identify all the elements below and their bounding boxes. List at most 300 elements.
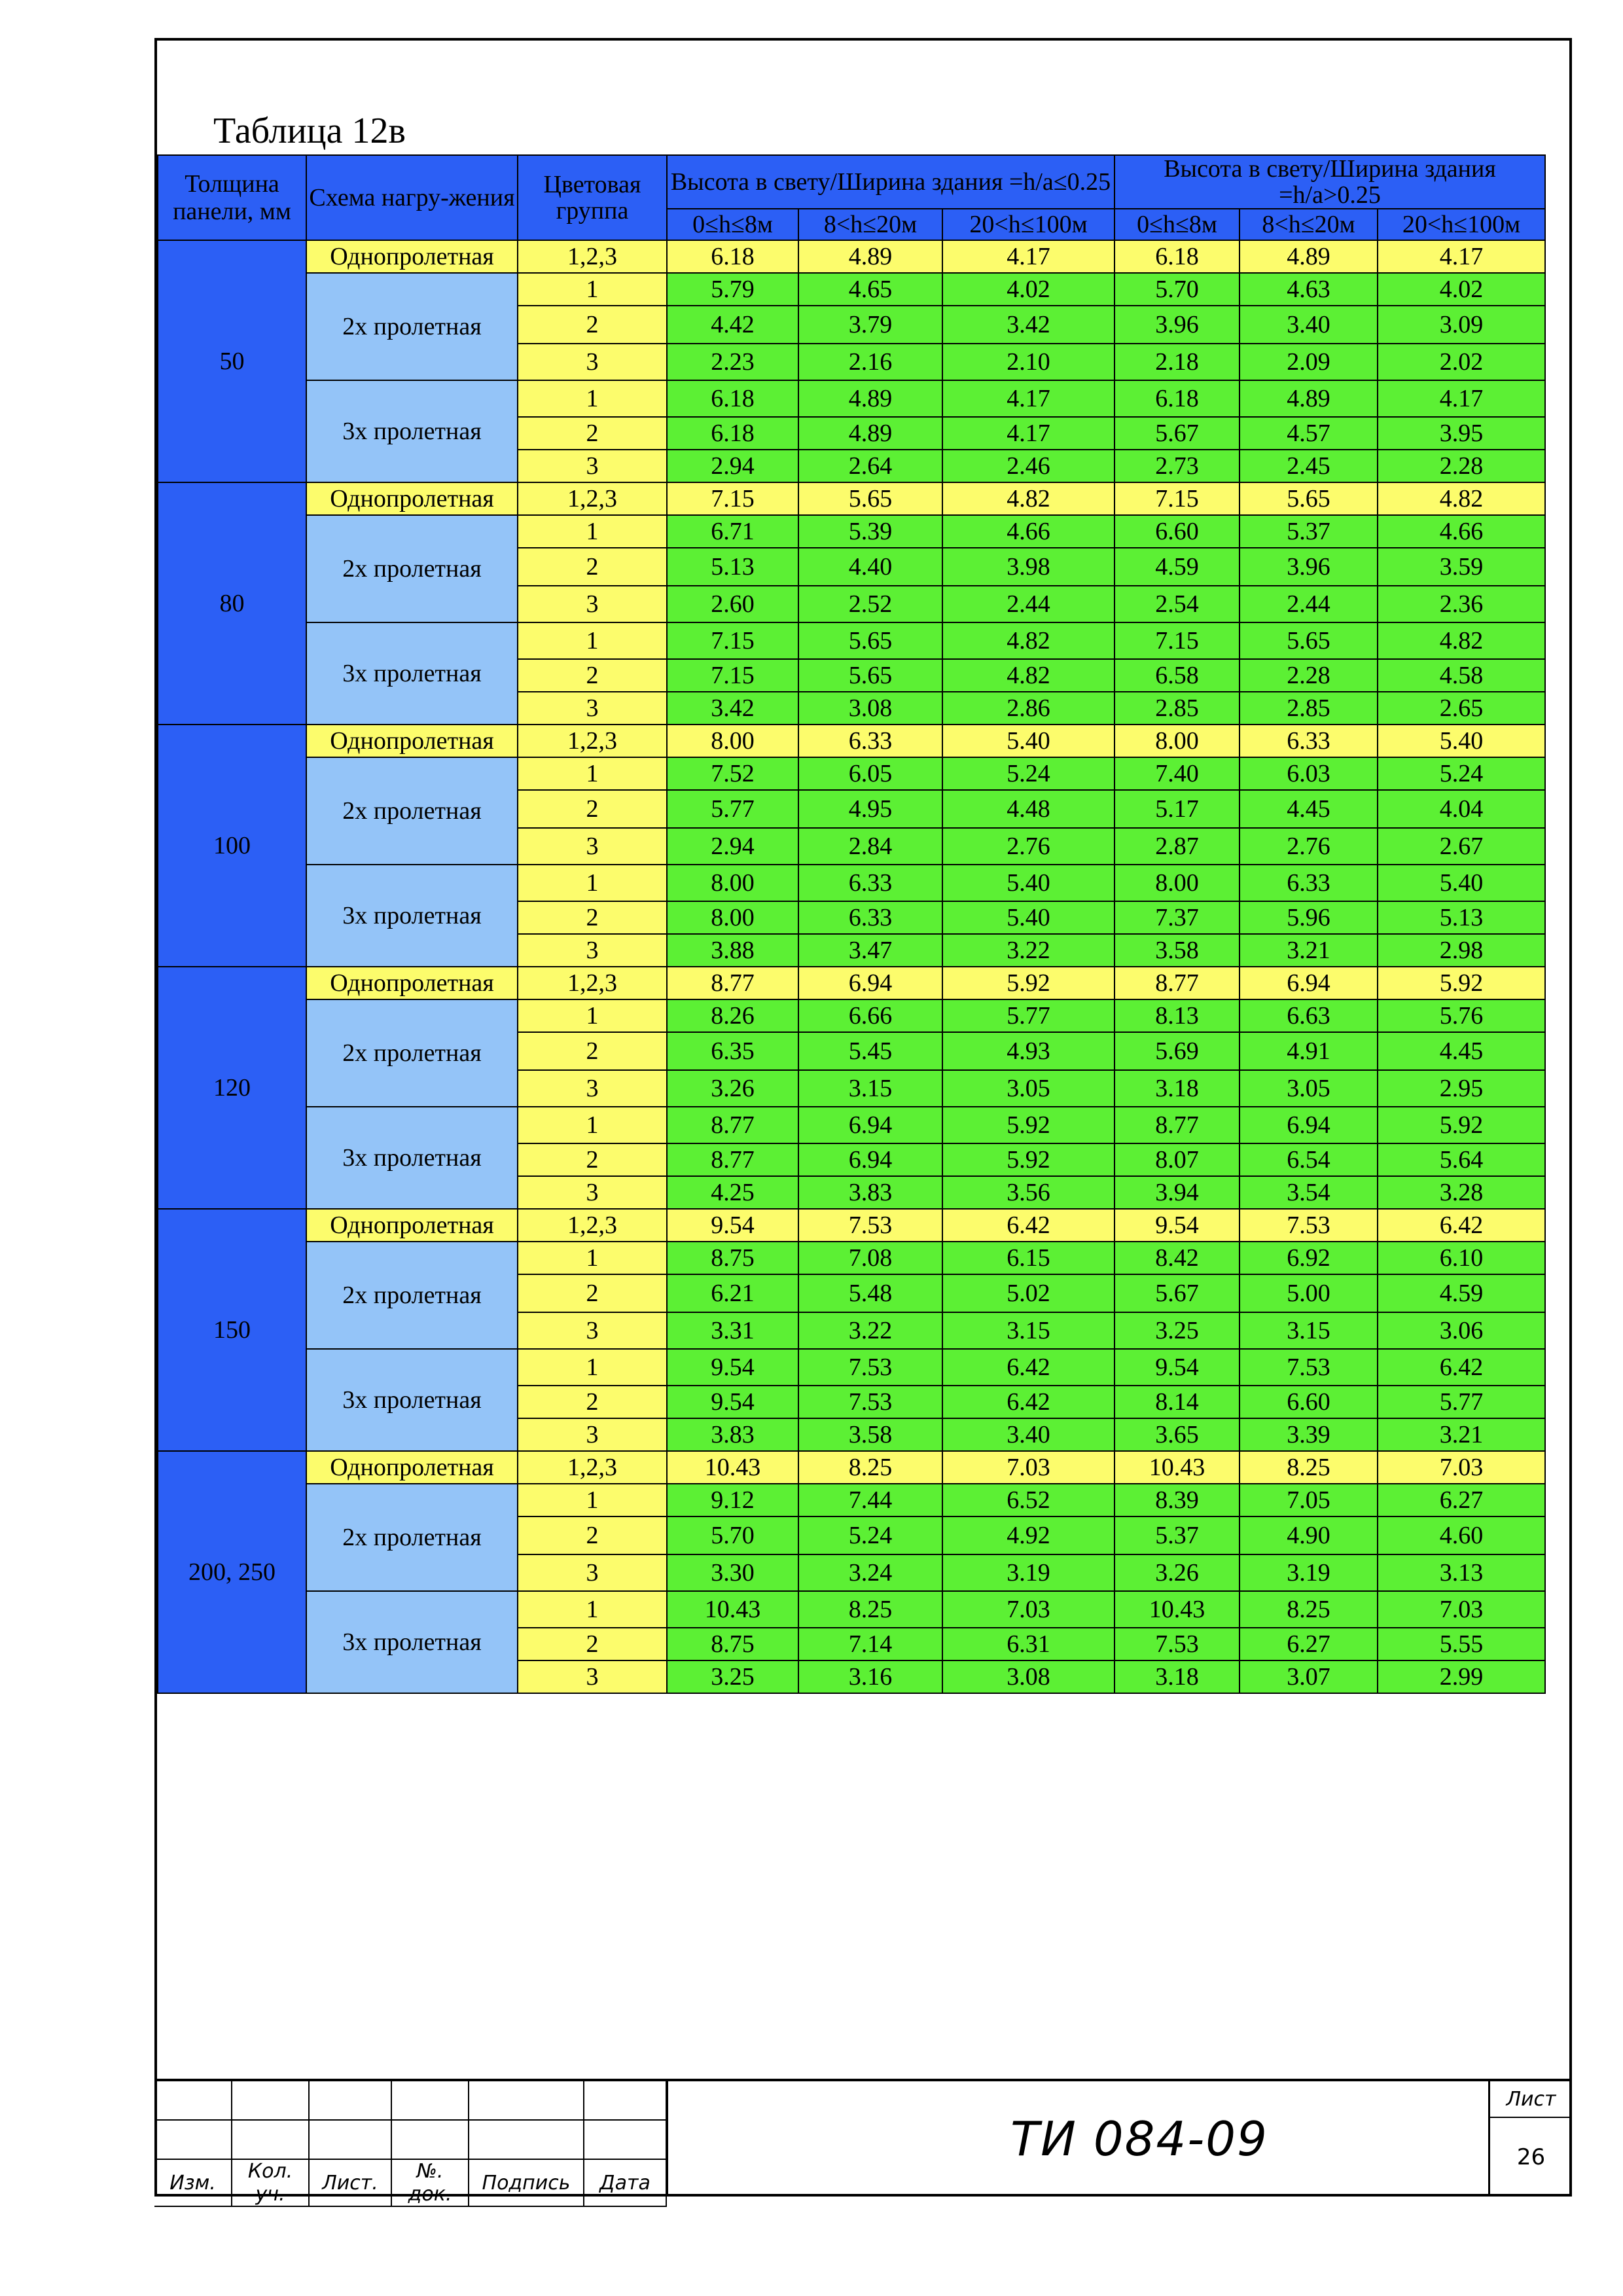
value-cell: 4.45 bbox=[1378, 1032, 1545, 1070]
value-cell: 3.47 bbox=[798, 934, 942, 967]
value-cell: 4.82 bbox=[942, 622, 1115, 659]
value-cell: 4.92 bbox=[942, 1516, 1115, 1554]
value-cell: 9.54 bbox=[1115, 1349, 1240, 1386]
value-cell: 4.93 bbox=[942, 1032, 1115, 1070]
value-cell: 4.66 bbox=[1378, 515, 1545, 548]
value-cell: 5.17 bbox=[1115, 790, 1240, 828]
value-cell: 7.53 bbox=[1240, 1349, 1378, 1386]
value-cell: 5.40 bbox=[942, 865, 1115, 901]
value-cell: 3.18 bbox=[1115, 1070, 1240, 1107]
value-cell: 4.90 bbox=[1240, 1516, 1378, 1554]
value-cell: 2.10 bbox=[942, 344, 1115, 380]
value-cell: 5.65 bbox=[798, 482, 942, 515]
value-cell: 5.65 bbox=[798, 659, 942, 692]
value-cell: 2.16 bbox=[798, 344, 942, 380]
value-cell: 2.84 bbox=[798, 828, 942, 865]
value-cell: 6.71 bbox=[667, 515, 798, 548]
value-cell: 6.05 bbox=[798, 757, 942, 790]
value-cell: 7.53 bbox=[1240, 1209, 1378, 1242]
color-group-cell: 1,2,3 bbox=[518, 967, 667, 999]
color-group-cell: 2 bbox=[518, 1516, 667, 1554]
value-cell: 5.37 bbox=[1240, 515, 1378, 548]
value-cell: 8.25 bbox=[798, 1591, 942, 1628]
value-cell: 2.94 bbox=[667, 828, 798, 865]
color-group-cell: 2 bbox=[518, 1143, 667, 1176]
value-cell: 5.92 bbox=[942, 1107, 1115, 1143]
color-group-cell: 2 bbox=[518, 901, 667, 934]
table-row bbox=[158, 622, 1545, 659]
value-cell: 5.70 bbox=[667, 1516, 798, 1554]
color-group-cell: 1 bbox=[518, 273, 667, 306]
revision-grid bbox=[154, 2081, 667, 2207]
value-cell: 6.10 bbox=[1378, 1242, 1545, 1274]
color-group-cell: 3 bbox=[518, 1418, 667, 1451]
color-group-cell: 3 bbox=[518, 934, 667, 967]
value-cell: 7.44 bbox=[798, 1484, 942, 1516]
value-cell: 8.75 bbox=[667, 1628, 798, 1660]
value-cell: 10.43 bbox=[1115, 1591, 1240, 1628]
value-cell: 8.07 bbox=[1115, 1143, 1240, 1176]
table-row bbox=[158, 1451, 1545, 1484]
color-group-cell: 1 bbox=[518, 622, 667, 659]
color-group-cell: 1,2,3 bbox=[518, 1451, 667, 1484]
value-cell: 3.24 bbox=[798, 1554, 942, 1591]
value-cell: 5.92 bbox=[942, 967, 1115, 999]
value-cell: 4.48 bbox=[942, 790, 1115, 828]
value-cell: 6.31 bbox=[942, 1628, 1115, 1660]
thickness-cell: 50 bbox=[158, 240, 306, 482]
value-cell: 10.43 bbox=[667, 1451, 798, 1484]
value-cell: 9.54 bbox=[667, 1209, 798, 1242]
scheme-cell: 2х пролетная bbox=[306, 999, 518, 1107]
value-cell: 2.98 bbox=[1378, 934, 1545, 967]
label-kol-uch: Кол. уч. bbox=[232, 2159, 309, 2206]
value-cell: 5.37 bbox=[1115, 1516, 1240, 1554]
value-cell: 7.14 bbox=[798, 1628, 942, 1660]
value-cell: 6.33 bbox=[798, 865, 942, 901]
value-cell: 2.94 bbox=[667, 450, 798, 482]
table-row bbox=[158, 967, 1545, 999]
color-group-cell: 1 bbox=[518, 1591, 667, 1628]
table-header bbox=[158, 155, 1545, 240]
value-cell: 5.65 bbox=[798, 622, 942, 659]
scheme-cell: Однопролетная bbox=[306, 725, 518, 757]
color-group-cell: 3 bbox=[518, 1070, 667, 1107]
value-cell: 3.07 bbox=[1240, 1660, 1378, 1693]
header-scheme: Схема нагру-жения bbox=[306, 155, 518, 240]
value-cell: 5.24 bbox=[942, 757, 1115, 790]
value-cell: 6.94 bbox=[1240, 1107, 1378, 1143]
value-cell: 4.17 bbox=[1378, 380, 1545, 417]
value-cell: 6.54 bbox=[1240, 1143, 1378, 1176]
value-cell: 7.03 bbox=[1378, 1591, 1545, 1628]
scheme-cell: Однопролетная bbox=[306, 482, 518, 515]
scheme-cell: Однопролетная bbox=[306, 1451, 518, 1484]
value-cell: 3.58 bbox=[1115, 934, 1240, 967]
value-cell: 5.76 bbox=[1378, 999, 1545, 1032]
value-cell: 8.00 bbox=[1115, 865, 1240, 901]
value-cell: 6.66 bbox=[798, 999, 942, 1032]
color-group-cell: 1,2,3 bbox=[518, 1209, 667, 1242]
header-range: 20<h≤100м bbox=[942, 209, 1115, 240]
value-cell: 2.85 bbox=[1240, 692, 1378, 725]
value-cell: 6.27 bbox=[1378, 1484, 1545, 1516]
scheme-cell: 3х пролетная bbox=[306, 865, 518, 967]
value-cell: 8.13 bbox=[1115, 999, 1240, 1032]
value-cell: 5.92 bbox=[1378, 967, 1545, 999]
value-cell: 2.02 bbox=[1378, 344, 1545, 380]
value-cell: 5.55 bbox=[1378, 1628, 1545, 1660]
header-group-gt: Высота в свету/Ширина здания =h/a>0.25 bbox=[1115, 155, 1545, 209]
value-cell: 5.79 bbox=[667, 273, 798, 306]
value-cell: 6.63 bbox=[1240, 999, 1378, 1032]
color-group-cell: 2 bbox=[518, 306, 667, 344]
value-cell: 5.24 bbox=[1378, 757, 1545, 790]
value-cell: 4.89 bbox=[1240, 240, 1378, 273]
value-cell: 8.77 bbox=[667, 967, 798, 999]
table-caption: Таблица 12в bbox=[213, 111, 406, 151]
value-cell: 3.98 bbox=[942, 548, 1115, 586]
value-cell: 3.21 bbox=[1378, 1418, 1545, 1451]
value-cell: 3.06 bbox=[1378, 1312, 1545, 1349]
value-cell: 4.17 bbox=[942, 240, 1115, 273]
color-group-cell: 2 bbox=[518, 417, 667, 450]
value-cell: 3.83 bbox=[667, 1418, 798, 1451]
value-cell: 6.18 bbox=[667, 240, 798, 273]
value-cell: 2.76 bbox=[1240, 828, 1378, 865]
value-cell: 5.96 bbox=[1240, 901, 1378, 934]
value-cell: 6.15 bbox=[942, 1242, 1115, 1274]
color-group-cell: 1 bbox=[518, 515, 667, 548]
value-cell: 6.94 bbox=[798, 1143, 942, 1176]
value-cell: 3.09 bbox=[1378, 306, 1545, 344]
value-cell: 7.15 bbox=[667, 659, 798, 692]
color-group-cell: 2 bbox=[518, 659, 667, 692]
color-group-cell: 1 bbox=[518, 1107, 667, 1143]
scheme-cell: Однопролетная bbox=[306, 967, 518, 999]
value-cell: 10.43 bbox=[1115, 1451, 1240, 1484]
scheme-cell: 3х пролетная bbox=[306, 1349, 518, 1451]
value-cell: 4.82 bbox=[1378, 482, 1545, 515]
scheme-cell: 3х пролетная bbox=[306, 1107, 518, 1209]
value-cell: 7.08 bbox=[798, 1242, 942, 1274]
table-row bbox=[158, 999, 1545, 1032]
value-cell: 3.58 bbox=[798, 1418, 942, 1451]
value-cell: 7.15 bbox=[667, 482, 798, 515]
value-cell: 5.40 bbox=[942, 901, 1115, 934]
value-cell: 4.17 bbox=[1378, 240, 1545, 273]
value-cell: 4.82 bbox=[942, 482, 1115, 515]
sheet-label: Лист bbox=[1490, 2081, 1572, 2118]
value-cell: 3.22 bbox=[798, 1312, 942, 1349]
value-cell: 3.96 bbox=[1115, 306, 1240, 344]
table-row bbox=[158, 380, 1545, 417]
value-cell: 5.92 bbox=[942, 1143, 1115, 1176]
value-cell: 8.42 bbox=[1115, 1242, 1240, 1274]
value-cell: 4.58 bbox=[1378, 659, 1545, 692]
color-group-cell: 1 bbox=[518, 757, 667, 790]
scheme-cell: Однопролетная bbox=[306, 240, 518, 273]
color-group-cell: 1 bbox=[518, 999, 667, 1032]
value-cell: 6.18 bbox=[667, 380, 798, 417]
value-cell: 3.15 bbox=[1240, 1312, 1378, 1349]
value-cell: 3.13 bbox=[1378, 1554, 1545, 1591]
thickness-cell: 100 bbox=[158, 725, 306, 967]
value-cell: 7.53 bbox=[1115, 1628, 1240, 1660]
value-cell: 7.53 bbox=[798, 1349, 942, 1386]
value-cell: 5.69 bbox=[1115, 1032, 1240, 1070]
color-group-cell: 1 bbox=[518, 380, 667, 417]
doc-code-area bbox=[666, 2081, 1623, 2197]
table-row bbox=[158, 515, 1545, 548]
value-cell: 2.86 bbox=[942, 692, 1115, 725]
value-cell: 4.17 bbox=[942, 380, 1115, 417]
scheme-cell: 2х пролетная bbox=[306, 1484, 518, 1591]
color-group-cell: 3 bbox=[518, 586, 667, 622]
scheme-cell: Однопролетная bbox=[306, 1209, 518, 1242]
value-cell: 4.65 bbox=[798, 273, 942, 306]
value-cell: 7.15 bbox=[1115, 482, 1240, 515]
label-signature: Подпись bbox=[469, 2159, 584, 2206]
value-cell: 6.33 bbox=[1240, 865, 1378, 901]
value-cell: 8.14 bbox=[1115, 1386, 1240, 1418]
value-cell: 3.18 bbox=[1115, 1660, 1240, 1693]
scheme-cell: 2х пролетная bbox=[306, 1242, 518, 1349]
value-cell: 5.65 bbox=[1240, 482, 1378, 515]
value-cell: 2.67 bbox=[1378, 828, 1545, 865]
value-cell: 5.92 bbox=[1378, 1107, 1545, 1143]
value-cell: 3.40 bbox=[1240, 306, 1378, 344]
value-cell: 5.77 bbox=[1378, 1386, 1545, 1418]
value-cell: 5.77 bbox=[942, 999, 1115, 1032]
value-cell: 3.26 bbox=[667, 1070, 798, 1107]
value-cell: 2.44 bbox=[942, 586, 1115, 622]
table-row bbox=[158, 1242, 1545, 1274]
header-range: 20<h≤100м bbox=[1378, 209, 1545, 240]
scheme-cell: 3х пролетная bbox=[306, 380, 518, 482]
value-cell: 4.89 bbox=[798, 417, 942, 450]
value-cell: 3.59 bbox=[1378, 548, 1545, 586]
thickness-cell: 150 bbox=[158, 1209, 306, 1451]
value-cell: 3.28 bbox=[1378, 1176, 1545, 1209]
color-group-cell: 3 bbox=[518, 450, 667, 482]
color-group-cell: 2 bbox=[518, 1386, 667, 1418]
value-cell: 7.03 bbox=[942, 1591, 1115, 1628]
value-cell: 2.44 bbox=[1240, 586, 1378, 622]
value-cell: 5.39 bbox=[798, 515, 942, 548]
value-cell: 4.59 bbox=[1115, 548, 1240, 586]
value-cell: 3.42 bbox=[942, 306, 1115, 344]
value-cell: 6.42 bbox=[1378, 1349, 1545, 1386]
sheet-box bbox=[1488, 2081, 1572, 2197]
value-cell: 6.18 bbox=[1115, 240, 1240, 273]
color-group-cell: 2 bbox=[518, 548, 667, 586]
value-cell: 3.05 bbox=[1240, 1070, 1378, 1107]
value-cell: 9.54 bbox=[667, 1386, 798, 1418]
value-cell: 2.52 bbox=[798, 586, 942, 622]
table-row bbox=[158, 240, 1545, 273]
value-cell: 6.33 bbox=[1240, 725, 1378, 757]
value-cell: 4.04 bbox=[1378, 790, 1545, 828]
value-cell: 6.18 bbox=[1115, 380, 1240, 417]
value-cell: 6.42 bbox=[942, 1209, 1115, 1242]
value-cell: 3.19 bbox=[1240, 1554, 1378, 1591]
value-cell: 4.40 bbox=[798, 548, 942, 586]
value-cell: 3.54 bbox=[1240, 1176, 1378, 1209]
label-doc-no: №. док. bbox=[391, 2159, 469, 2206]
thickness-cell: 120 bbox=[158, 967, 306, 1209]
value-cell: 5.65 bbox=[1240, 622, 1378, 659]
color-group-cell: 2 bbox=[518, 790, 667, 828]
value-cell: 2.64 bbox=[798, 450, 942, 482]
value-cell: 5.70 bbox=[1115, 273, 1240, 306]
color-group-cell: 3 bbox=[518, 692, 667, 725]
color-group-cell: 1 bbox=[518, 1484, 667, 1516]
value-cell: 4.95 bbox=[798, 790, 942, 828]
color-group-cell: 1,2,3 bbox=[518, 482, 667, 515]
value-cell: 9.12 bbox=[667, 1484, 798, 1516]
value-cell: 2.18 bbox=[1115, 344, 1240, 380]
color-group-cell: 3 bbox=[518, 1554, 667, 1591]
header-group-le: Высота в свету/Ширина здания =h/a≤0.25 bbox=[667, 155, 1115, 209]
header-thickness: Толщина панели, мм bbox=[158, 155, 306, 240]
value-cell: 7.53 bbox=[798, 1209, 942, 1242]
value-cell: 2.28 bbox=[1378, 450, 1545, 482]
value-cell: 6.42 bbox=[942, 1386, 1115, 1418]
value-cell: 7.40 bbox=[1115, 757, 1240, 790]
value-cell: 4.91 bbox=[1240, 1032, 1378, 1070]
value-cell: 4.82 bbox=[1378, 622, 1545, 659]
header-color-group: Цветовая группа bbox=[518, 155, 667, 240]
value-cell: 7.03 bbox=[942, 1451, 1115, 1484]
color-group-cell: 1 bbox=[518, 865, 667, 901]
value-cell: 3.65 bbox=[1115, 1418, 1240, 1451]
value-cell: 8.00 bbox=[667, 901, 798, 934]
header-range: 0≤h≤8м bbox=[667, 209, 798, 240]
value-cell: 3.25 bbox=[667, 1660, 798, 1693]
value-cell: 4.42 bbox=[667, 306, 798, 344]
value-cell: 3.08 bbox=[798, 692, 942, 725]
table-row bbox=[158, 865, 1545, 901]
value-cell: 4.60 bbox=[1378, 1516, 1545, 1554]
value-cell: 2.28 bbox=[1240, 659, 1378, 692]
value-cell: 3.94 bbox=[1115, 1176, 1240, 1209]
value-cell: 3.22 bbox=[942, 934, 1115, 967]
value-cell: 8.25 bbox=[1240, 1451, 1378, 1484]
value-cell: 6.42 bbox=[942, 1349, 1115, 1386]
color-group-cell: 1 bbox=[518, 1349, 667, 1386]
value-cell: 3.16 bbox=[798, 1660, 942, 1693]
value-cell: 6.33 bbox=[798, 901, 942, 934]
value-cell: 7.03 bbox=[1378, 1451, 1545, 1484]
value-cell: 2.99 bbox=[1378, 1660, 1545, 1693]
value-cell: 5.02 bbox=[942, 1274, 1115, 1312]
value-cell: 5.48 bbox=[798, 1274, 942, 1312]
table-row bbox=[158, 1591, 1545, 1628]
value-cell: 3.15 bbox=[798, 1070, 942, 1107]
value-cell: 4.02 bbox=[942, 273, 1115, 306]
value-cell: 2.95 bbox=[1378, 1070, 1545, 1107]
value-cell: 6.03 bbox=[1240, 757, 1378, 790]
value-cell: 4.66 bbox=[942, 515, 1115, 548]
value-cell: 9.54 bbox=[1115, 1209, 1240, 1242]
value-cell: 2.36 bbox=[1378, 586, 1545, 622]
table-row bbox=[158, 273, 1545, 306]
sheet-number: 26 bbox=[1516, 2144, 1546, 2170]
value-cell: 3.21 bbox=[1240, 934, 1378, 967]
scheme-cell: 2х пролетная bbox=[306, 515, 518, 622]
value-cell: 4.59 bbox=[1378, 1274, 1545, 1312]
value-cell: 4.89 bbox=[798, 240, 942, 273]
value-cell: 9.54 bbox=[667, 1349, 798, 1386]
table-row bbox=[158, 1484, 1545, 1516]
scheme-cell: 2х пролетная bbox=[306, 757, 518, 865]
value-cell: 3.56 bbox=[942, 1176, 1115, 1209]
value-cell: 8.77 bbox=[1115, 1107, 1240, 1143]
value-cell: 8.00 bbox=[667, 865, 798, 901]
value-cell: 8.26 bbox=[667, 999, 798, 1032]
value-cell: 8.77 bbox=[1115, 967, 1240, 999]
header-range: 8<h≤20м bbox=[798, 209, 942, 240]
value-cell: 6.94 bbox=[798, 1107, 942, 1143]
value-cell: 8.75 bbox=[667, 1242, 798, 1274]
value-cell: 8.77 bbox=[667, 1107, 798, 1143]
value-cell: 3.42 bbox=[667, 692, 798, 725]
scheme-cell: 3х пролетная bbox=[306, 622, 518, 725]
value-cell: 3.40 bbox=[942, 1418, 1115, 1451]
value-cell: 4.45 bbox=[1240, 790, 1378, 828]
value-cell: 6.18 bbox=[667, 417, 798, 450]
color-group-cell: 3 bbox=[518, 1176, 667, 1209]
value-cell: 4.02 bbox=[1378, 273, 1545, 306]
color-group-cell: 2 bbox=[518, 1032, 667, 1070]
value-cell: 6.33 bbox=[798, 725, 942, 757]
table-row bbox=[158, 482, 1545, 515]
color-group-cell: 3 bbox=[518, 344, 667, 380]
value-cell: 7.52 bbox=[667, 757, 798, 790]
load-table bbox=[157, 154, 1546, 1694]
value-cell: 6.92 bbox=[1240, 1242, 1378, 1274]
table-row bbox=[158, 1209, 1545, 1242]
value-cell: 5.64 bbox=[1378, 1143, 1545, 1176]
value-cell: 3.83 bbox=[798, 1176, 942, 1209]
color-group-cell: 2 bbox=[518, 1274, 667, 1312]
value-cell: 2.45 bbox=[1240, 450, 1378, 482]
value-cell: 3.26 bbox=[1115, 1554, 1240, 1591]
label-izm: Изм. bbox=[154, 2159, 232, 2206]
value-cell: 5.00 bbox=[1240, 1274, 1378, 1312]
value-cell: 6.27 bbox=[1240, 1628, 1378, 1660]
value-cell: 4.57 bbox=[1240, 417, 1378, 450]
value-cell: 6.58 bbox=[1115, 659, 1240, 692]
value-cell: 3.96 bbox=[1240, 548, 1378, 586]
value-cell: 2.87 bbox=[1115, 828, 1240, 865]
color-group-cell: 3 bbox=[518, 828, 667, 865]
scheme-cell: 3х пролетная bbox=[306, 1591, 518, 1693]
value-cell: 3.31 bbox=[667, 1312, 798, 1349]
value-cell: 2.76 bbox=[942, 828, 1115, 865]
value-cell: 2.60 bbox=[667, 586, 798, 622]
value-cell: 2.54 bbox=[1115, 586, 1240, 622]
value-cell: 2.23 bbox=[667, 344, 798, 380]
value-cell: 6.21 bbox=[667, 1274, 798, 1312]
value-cell: 6.60 bbox=[1240, 1386, 1378, 1418]
color-group-cell: 2 bbox=[518, 1628, 667, 1660]
value-cell: 5.13 bbox=[667, 548, 798, 586]
value-cell: 8.00 bbox=[667, 725, 798, 757]
value-cell: 4.17 bbox=[942, 417, 1115, 450]
value-cell: 5.13 bbox=[1378, 901, 1545, 934]
